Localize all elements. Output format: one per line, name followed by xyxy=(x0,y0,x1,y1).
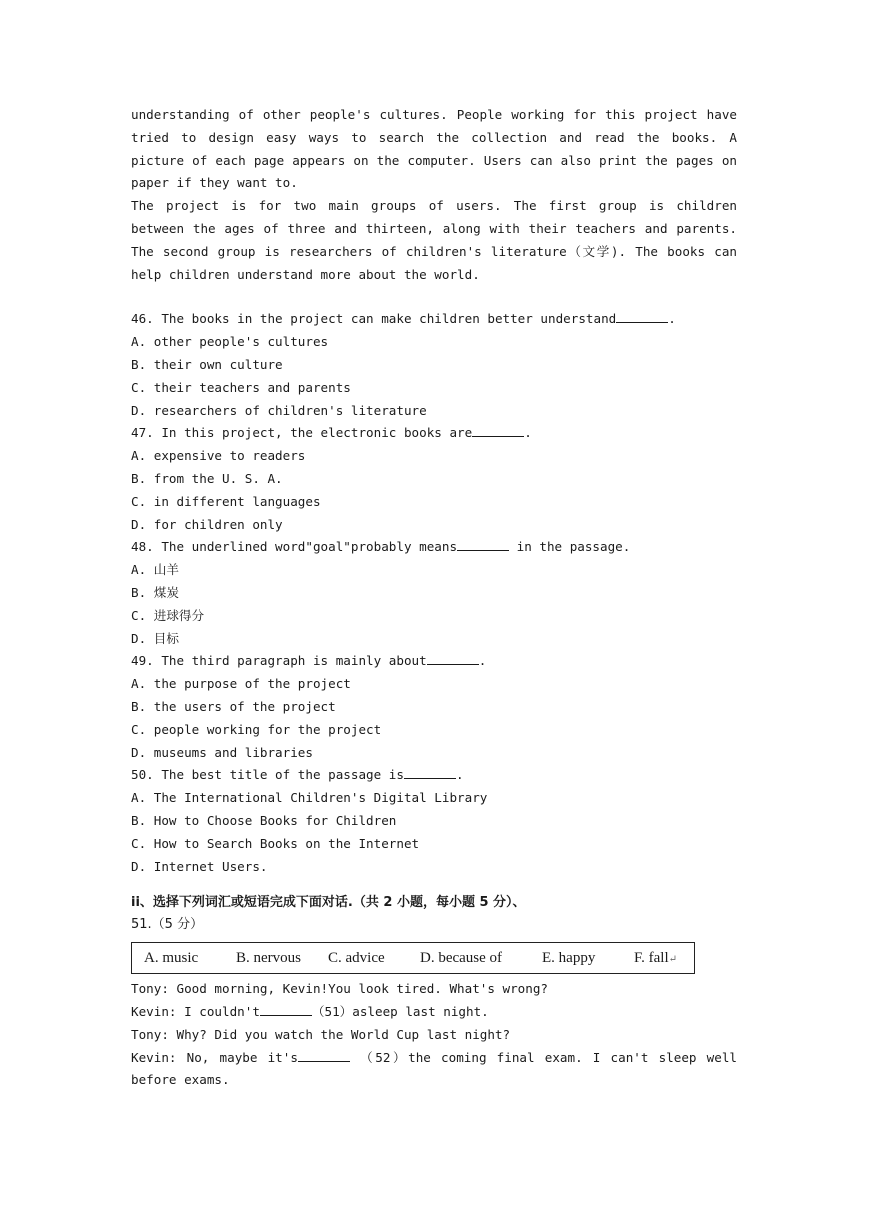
dialogue-line: Tony: Good morning, Kevin!You look tired. What's wrong? xyxy=(131,981,549,997)
passage-paragraph-2: The project is for two main groups of users. The first group is children between the ages of three and thirteen, along with their teachers and parents. The second group is researchers of children's literature（文学). The books can help children understand more about the world. xyxy=(131,198,737,282)
return-mark-icon: ↵ xyxy=(668,953,678,965)
dialogue xyxy=(131,978,737,1092)
passage-paragraph-1: understanding of other people's cultures. People working for this project have tried to design easy ways to search the collection and read the books. A picture of each page appears on the computer. Users can also print the pages on paper if they want to. xyxy=(131,107,737,191)
question-list xyxy=(131,308,737,878)
answer-option[interactable]: D. museums and libraries xyxy=(131,744,313,760)
answer-blank[interactable] xyxy=(427,650,479,665)
question-stem: 49. The third paragraph is mainly about . xyxy=(131,650,737,673)
answer-blank[interactable] xyxy=(260,1001,312,1016)
worksheet-page xyxy=(131,104,737,1092)
question-stem: 50. The best title of the passage is . xyxy=(131,764,737,787)
question-stem: 46. The books in the project can make children better understand . xyxy=(131,308,737,331)
answer-option[interactable]: C. How to Search Books on the Internet xyxy=(131,835,420,851)
answer-blank[interactable] xyxy=(457,536,509,551)
answer-blank[interactable] xyxy=(298,1047,350,1062)
answer-option[interactable]: B. from the U. S. A. xyxy=(131,470,283,486)
answer-option[interactable]: B. 煤炭 xyxy=(131,584,179,600)
word-bank-item: D. because of xyxy=(420,949,503,966)
answer-option[interactable]: C. their teachers and parents xyxy=(131,379,351,395)
answer-option[interactable]: D. for children only xyxy=(131,516,283,532)
answer-blank[interactable] xyxy=(616,308,668,323)
word-bank-item: E. happy xyxy=(542,949,596,966)
answer-option[interactable]: A. the purpose of the project xyxy=(131,676,351,692)
dialogue-line: Kevin: No, maybe it's （52）the coming final exam. I can't sleep well before exams. xyxy=(131,1047,737,1093)
answer-option[interactable]: D. researchers of children's literature xyxy=(131,402,427,418)
question-score-label: 51.（5 分） xyxy=(131,917,204,933)
word-bank-box xyxy=(131,942,695,974)
answer-blank[interactable] xyxy=(404,764,456,779)
question-stem: 47. In this project, the electronic books are . xyxy=(131,422,737,445)
answer-option[interactable]: B. the users of the project xyxy=(131,698,336,714)
answer-option[interactable]: A. 山羊 xyxy=(131,562,179,578)
answer-option[interactable]: C. 进球得分 xyxy=(131,607,205,623)
answer-option[interactable]: D. 目标 xyxy=(131,630,179,646)
dialogue-line: Tony: Why? Did you watch the World Cup last night? xyxy=(131,1026,511,1042)
reading-passage xyxy=(131,104,737,286)
answer-option[interactable]: B. How to Choose Books for Children xyxy=(131,812,397,828)
word-bank-item: F. fall↵ xyxy=(634,949,678,966)
answer-option[interactable]: A. other people's cultures xyxy=(131,334,329,350)
answer-blank[interactable] xyxy=(472,422,524,437)
answer-option[interactable]: C. people working for the project xyxy=(131,721,382,737)
question-stem: 48. The underlined word"goal"probably means in the passage. xyxy=(131,536,737,559)
answer-option[interactable]: A. expensive to readers xyxy=(131,448,306,464)
word-bank-item: A. music xyxy=(144,949,199,966)
word-bank-item: B. nervous xyxy=(236,949,301,966)
answer-option[interactable]: D. Internet Users. xyxy=(131,858,268,874)
section-heading: ii、选择下列词汇或短语完成下面对话.（共 2 小题，每小题 5 分）、 xyxy=(131,895,526,911)
word-bank-item: C. advice xyxy=(328,949,385,966)
answer-option[interactable]: B. their own culture xyxy=(131,356,283,372)
dialogue-line: Kevin: I couldn't （51）asleep last night. xyxy=(131,1001,737,1024)
answer-option[interactable]: A. The International Children's Digital Library xyxy=(131,790,488,806)
answer-option[interactable]: C. in different languages xyxy=(131,493,321,509)
